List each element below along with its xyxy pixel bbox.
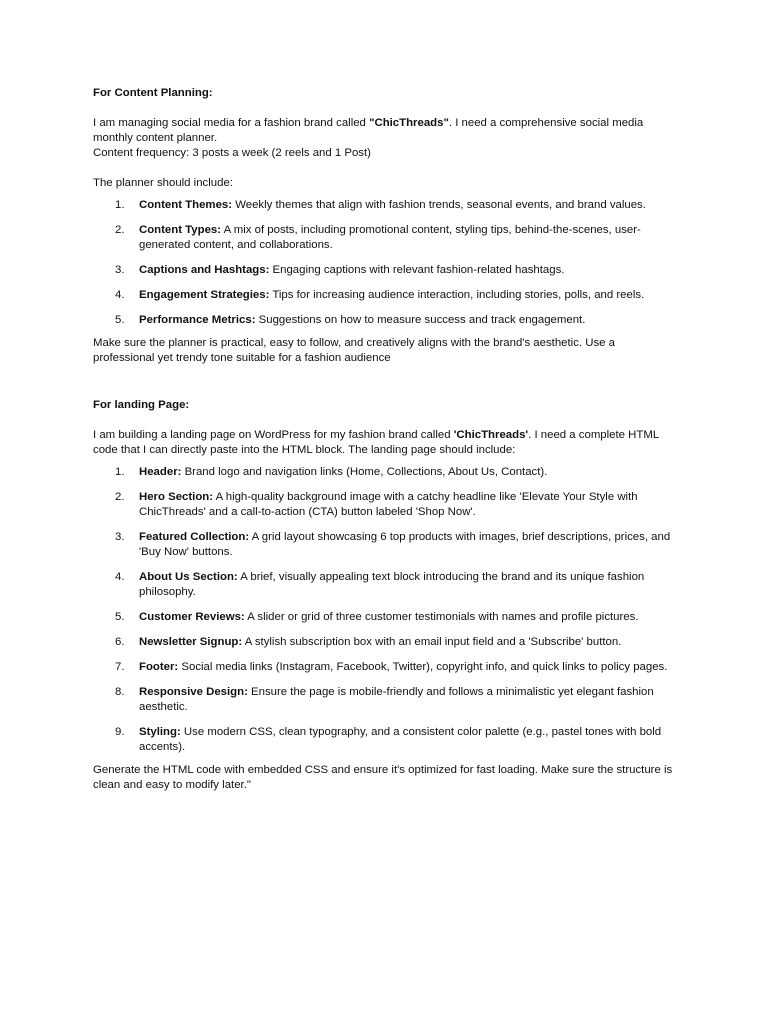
list-term: Featured Collection:: [139, 531, 250, 543]
list-description: Ensure the page is mobile-friendly and follows a minimalistic yet elegant fashion aesthetic.: [139, 686, 654, 713]
list-description: Engaging captions with relevant fashion-related hashtags.: [269, 264, 565, 276]
planner-list: [93, 198, 678, 328]
list-number: 1.: [115, 199, 125, 211]
list-number: 3.: [115, 264, 125, 276]
list-item: [93, 223, 678, 253]
list-term: About Us Section:: [139, 571, 238, 583]
list-description: A brief, visually appealing text block introducing the brand and its unique fashion philosophy.: [139, 571, 645, 598]
list-item: [93, 288, 678, 303]
list-number: 2.: [115, 224, 125, 236]
intro-text-continued: . I need a complete HTML code that I can directly paste into the HTML block. The landing page should include:: [93, 429, 659, 456]
landing-page-closing: Generate the HTML code with embedded CSS and ensure it's optimized for fast loading. Make sure the structure is clean and easy to modify later.": [93, 764, 673, 791]
list-item: [93, 530, 678, 560]
list-number: 1.: [115, 466, 125, 478]
list-item: [93, 198, 678, 213]
intro-text: I am building a landing page on WordPress for my fashion brand called: [93, 429, 454, 441]
content-frequency: Content frequency: 3 posts a week (2 reels and 1 Post): [93, 147, 371, 159]
list-item: [93, 685, 678, 715]
list-item: [93, 313, 678, 328]
list-description: A stylish subscription box with an email input field and a 'Subscribe' button.: [242, 636, 622, 648]
list-term: Engagement Strategies:: [139, 289, 270, 301]
list-term: Content Types:: [139, 224, 222, 236]
planner-lead: The planner should include:: [93, 177, 233, 189]
content-planning-closing: Make sure the planner is practical, easy to follow, and creatively aligns with the brand's aesthetic. Use a professional yet trendy tone suitable for a fashion audience: [93, 337, 615, 364]
list-number: 4.: [115, 571, 125, 583]
landing-page-section: [93, 398, 678, 793]
list-number: 4.: [115, 289, 125, 301]
list-term: Captions and Hashtags:: [139, 264, 270, 276]
list-item: [93, 570, 678, 600]
list-term: Content Themes:: [139, 199, 233, 211]
list-term: Customer Reviews:: [139, 611, 245, 623]
list-description: Tips for increasing audience interaction, including stories, polls, and reels.: [269, 289, 645, 301]
list-description: Suggestions on how to measure success and track engagement.: [255, 314, 586, 326]
brand-name: "ChicThreads": [369, 117, 449, 129]
list-number: 7.: [115, 661, 125, 673]
list-term: Footer:: [139, 661, 179, 673]
list-term: Responsive Design:: [139, 686, 248, 698]
list-item: [93, 263, 678, 278]
list-number: 5.: [115, 314, 125, 326]
brand-name: 'ChicThreads': [453, 429, 529, 441]
list-description: Use modern CSS, clean typography, and a consistent color palette (e.g., pastel tones with bold accents).: [139, 726, 662, 753]
list-description: Brand logo and navigation links (Home, Collections, About Us, Contact).: [181, 466, 548, 478]
intro-text-continued: . I need a comprehensive social media monthly content planner.: [93, 117, 644, 144]
list-number: 6.: [115, 636, 125, 648]
list-number: 9.: [115, 726, 125, 738]
list-number: 2.: [115, 491, 125, 503]
list-term: Newsletter Signup:: [139, 636, 243, 648]
landing-page-heading: For landing Page:: [93, 399, 190, 411]
list-description: A high-quality background image with a catchy headline like 'Elevate Your Style with ChicThreads' and a call-to-action (CTA) button labeled 'Shop Now'.: [139, 491, 638, 518]
list-description: Social media links (Instagram, Facebook, Twitter), copyright info, and quick links to policy pages.: [178, 661, 668, 673]
list-number: 5.: [115, 611, 125, 623]
list-term: Header:: [139, 466, 182, 478]
list-item: [93, 635, 678, 650]
list-description: Weekly themes that align with fashion trends, seasonal events, and brand values.: [232, 199, 646, 211]
list-description: A slider or grid of three customer testimonials with names and profile pictures.: [244, 611, 639, 623]
content-planning-intro: [93, 116, 678, 146]
list-number: 8.: [115, 686, 125, 698]
content-planning-section: [93, 86, 678, 366]
list-item: [93, 725, 678, 755]
document-page: [93, 86, 678, 793]
list-description: A mix of posts, including promotional content, styling tips, behind-the-scenes, user-generated content, and collaborations.: [139, 224, 641, 251]
content-planning-heading: For Content Planning:: [93, 87, 213, 99]
list-description: A grid layout showcasing 6 top products with images, brief descriptions, prices, and 'Buy Now' buttons.: [139, 531, 671, 558]
landing-page-intro: [93, 428, 678, 458]
intro-text: I am managing social media for a fashion brand called: [93, 117, 370, 129]
list-item: [93, 465, 678, 480]
list-term: Styling:: [139, 726, 181, 738]
landing-page-list: [93, 465, 678, 755]
list-item: [93, 660, 678, 675]
list-term: Performance Metrics:: [139, 314, 256, 326]
list-term: Hero Section:: [139, 491, 214, 503]
list-item: [93, 610, 678, 625]
list-item: [93, 490, 678, 520]
list-number: 3.: [115, 531, 125, 543]
